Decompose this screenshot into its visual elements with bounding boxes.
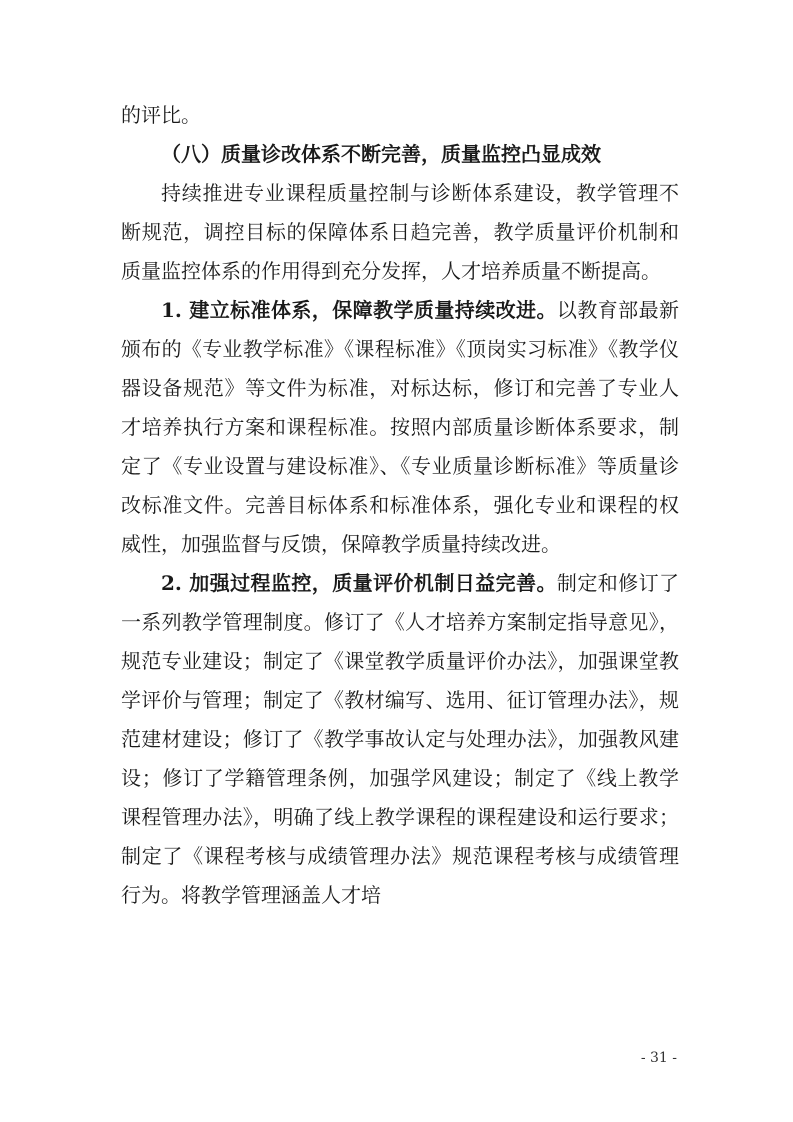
paragraph-monitoring xyxy=(121,564,679,915)
page-number: - 31 - xyxy=(640,1050,677,1066)
paragraph-standards-body: 以教育部最新颁布的《专业教学标准》《课程标准》《顶岗实习标准》《教学仪器设备规范》等文件为标准，对标达标，修订和完善了专业人才培养执行方案和课程标准。按照内部质量诊断体系要求，制定了《专业设置与建设标准》、《专业质量诊断标准》等质量诊改标准文件。完善目标体系和标准体系，强化专业和课程的权威性，加强监督与反馈，保障教学质量持续改进。 xyxy=(121,298,680,556)
paragraph-monitoring-body: 制定和修订了一系列教学管理制度。修订了《人才培养方案制定指导意见》，规范专业建设；制定了《课堂教学质量评价办法》，加强课堂教学评价与管理；制定了《教材编写、选用、征订管理办法》，规范建材建设；修订了《教学事故认定与处理办法》，加强教风建设；修订了学籍管理条例，加强学风建设；制定了《线上教学课程管理办法》，明确了线上教学课程的课程建设和运行要求；制定了《课程考核与成绩管理办法》规范课程考核与成绩管理行为。将教学管理涵盖人才培 xyxy=(121,571,680,907)
paragraph-monitoring-lead: 2. 加强过程监控，质量评价机制日益完善。 xyxy=(161,571,557,595)
paragraph-continuation: 的评比。 xyxy=(121,103,201,127)
paragraph-standards xyxy=(121,291,679,564)
paragraph-intro: 持续推进专业课程质量控制与诊断体系建设，教学管理不断规范，调控目标的保障体系日趋完善，教学质量评价机制和质量监控体系的作用得到充分发挥，人才培养质量不断提高。 xyxy=(121,181,679,283)
paragraph-standards-lead: 1. 建立标准体系，保障教学质量持续改进。 xyxy=(161,298,557,322)
section-heading: （八）质量诊改体系不断完善，质量监控凸显成效 xyxy=(161,142,601,166)
document-body xyxy=(121,96,679,915)
